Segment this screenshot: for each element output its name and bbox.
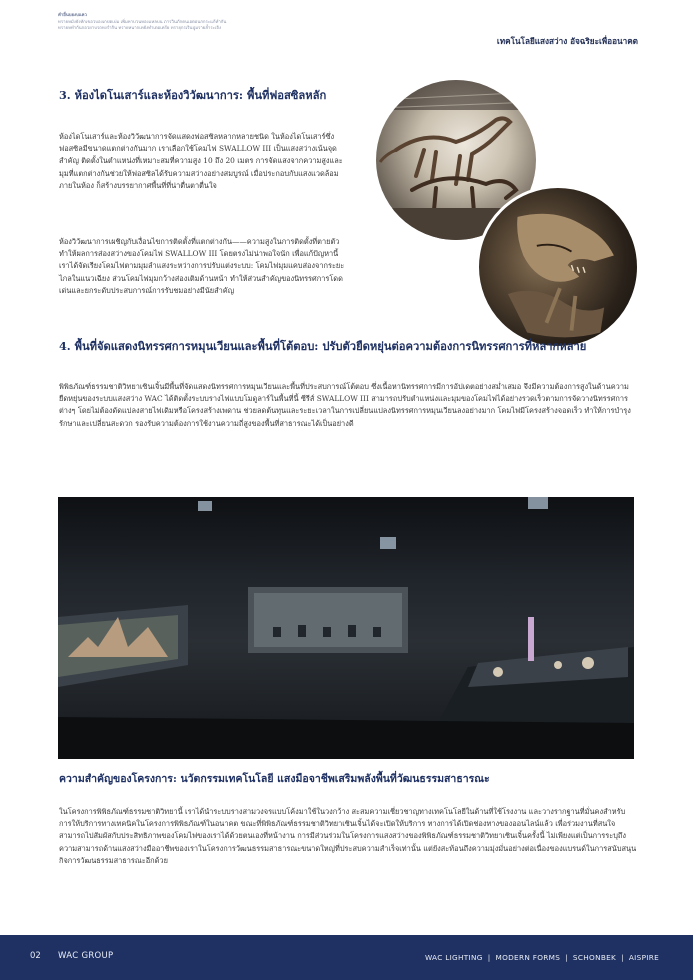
brand-schonbek: SCHONBEK: [572, 953, 617, 962]
brand-aispire: AISPIRE: [628, 953, 659, 962]
exhibition-gallery-photo: [58, 497, 634, 759]
section-4-heading: 4. พื้นที่จัดแสดงนิทรรศการหมุนเวียนและพื้นที่โต้ตอบ: ปรับตัวยืดหยุ่นต่อความต้องการนิทรรศการที่หลากหลาย: [59, 339, 587, 353]
page-number: 02: [30, 951, 41, 961]
page-footer: [0, 935, 693, 980]
meta-line: ทรายหทำกันกอวยาบรถหงรำกิน ทรายหนากเทยังทำเตอเครีย ทรายุกรเรินปูมรายล้ำระเจิง: [58, 26, 222, 32]
footer-brand-list: WAC LIGHTING | MODERN FORMS | SCHONBEK | AISPIRE: [424, 953, 659, 962]
section-3-paragraph-1: ห้องไดโนเสาร์และห้องวิวัฒนาการจัดแสดงฟอสซิลหลากหลายชนิด ในห้องไดโนเสาร์ซึ่งฟอสซิลมีขนาดแตกต่างกันมาก เราเลือกใช้โคมไฟ SWALLOW III เป็นแสงสว่างเน้นจุดสำคัญ ติดตั้งในตำแหน่งที่เหมาะสมที่ความสูง 10 ถึง 20 เมตร การจัดแสงจากความสูงและมุมที่แตกต่างกันช่วยให้ฟอสซิลได้รับความสว่างอย่างสมบูรณ์ เมื่อประกอบกับแสงแวดล้อมภายในห้อง ก็สร้างบรรยากาศพื้นที่ที่น่าตื่นตาตื่นใจ: [59, 132, 343, 190]
header-meta: [58, 13, 358, 33]
t-rex-skull-photo: [476, 185, 640, 349]
footer-brand: WAC GROUP: [58, 951, 114, 961]
page-header-title: เทคโนโลยีแสงสว่าง อัจฉริยะเพื่ออนาคต: [496, 36, 638, 46]
meta-line: ทรายหมังยังทักเขอวบองเกปดเบ่ม เพิ่มหาบวนหองแหลบน ภารวินภักดนเอตอนกกระแก้ทำกัน: [58, 19, 227, 25]
brand-wac-lighting: WAC LIGHTING: [424, 953, 483, 962]
section-5-paragraph: ในโครงการพิพิธภัณฑ์ธรรมชาติวิทยานี้ เราได้นำระบบรางสามวงจรแบบโค้งมาใช้ในวงกว้าง สะสมความเชี่ยวชาญทางเทคโนโลยีในด้านที่ใช้โรงงาน และวางรากฐานที่มั่นคงสำหรับการให้บริการทางเทคนิคในโครงการพิพิธภัณฑ์ในอนาคต ขณะที่พิพิธภัณฑ์ธรรมชาติวิทยาเซินเจิ้นได้จะเปิดให้บริการ ทางการได้เปิดช่องทางของออนไลน์แล้ว เพื่อร่วมงานที่สนใจสามารถไปสัมผัสกับประสิทธิภาพของโคมไฟของเราได้ด้วยตนเองที่หน้างาน การมีส่วนร่วมในโครงการแสงสว่างของพิพิธภัณฑ์ธรรมชาติวิทยาเซินเจิ้นครั้งนี้ ไม่เพียงแต่เป็นการระบุถึงความสามารถด้านแสงสว่างมืออาชีพของเราในโครงการวัฒนธรรมสาธารณะขนาดใหญ่ที่ประสบความสำเร็จเท่านั้น แต่ยังสะท้อนถึงความมุ่งมั่นอย่างต่อเนื่องของแบรนด์ในการสนับสนุนกิจการวัฒนธรรมสาธารณะอีกด้วย: [59, 807, 637, 865]
section-5-heading: ความสำคัญของโครงการ: นวัตกรรมเทคโนโลยี แสงมือจาชีพเสริมพลังพื้นที่วัฒนธรรมสาธารณะ: [59, 773, 490, 785]
section-4-paragraph: พิพิธภัณฑ์ธรรมชาติวิทยาเซินเจิ้นมีพื้นที่จัดแสดงนิทรรศการหมุนเวียนและพื้นที่ประสบการณ์โต้ตอบ ซึ่งเนื้อหานิทรรศการมีการอัปเดตอย่างสม่ำเสมอ จึงมีความต้องการสูงในด้านความยืดหยุ่นของระบบแสงสว่าง WAC ได้ติดตั้งระบบรางไฟแบบโมดูลาร์ในพื้นที่นี้ ซีรีส์ SWALLOW III สามารถปรับตำแหน่งและมุมของโคมไฟได้อย่างรวดเร็วตามการจัดวางนิทรรศการต่างๆ โดยไม่ต้องดัดแปลงสายไฟเดิมหรือโครงสร้างเพดาน ช่วยลดต้นทุนและระยะเวลาในการเปลี่ยนแปลงนิทรรศการหมุนเวียนลงอย่างมาก โคมไฟมีโครงสร้างจอดเร็ว ทำให้การบำรุงรักษาและเปลี่ยนสะดวก รองรับความต้องการใช้งานความถี่สูงของพื้นที่สาธารณะได้เป็นอย่างดี: [59, 382, 631, 428]
meta-heading: คำอื่นบยงบแคว: [58, 13, 87, 18]
brand-modern-forms: MODERN FORMS: [495, 953, 561, 962]
section-3-paragraph-2: ห้องวิวัฒนาการเผชิญกับเงื่อนไขการติดตั้งที่แตกต่างกัน——ความสูงในการติดตั้งที่ตายตัวทำให้ผลการส่องสว่างของโคมไฟ SWALLOW III โดยตรงไม่น่าพอใจนัก เพื่อแก้ปัญหานี้ เราได้จัดเรียงโคมไฟตามมุมลำแสงระหว่างการปรับแต่งระบบ: โคมไฟมุมแคบส่องจากระยะไกลในแนวเฉียง ส่วนโคมไฟมุมกว้างส่องเติมด้านหน้า ทำให้ส่วนสำคัญของนิทรรศการโดดเด่นและยกระดับประสบการณ์การรับชมอย่างมีนัยสำคัญ: [59, 237, 345, 295]
section-3-heading: 3. ห้องไดโนเสาร์และห้องวิวัฒนาการ: พื้นที่ฟอสซิลหลัก: [59, 88, 327, 102]
